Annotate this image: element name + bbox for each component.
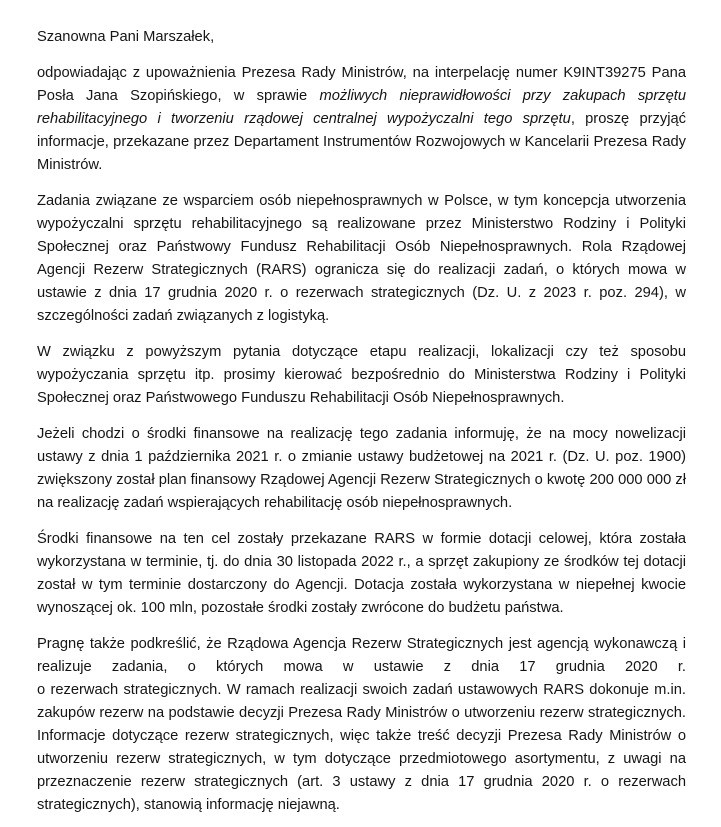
paragraph-classified-rest: o rezerwach strategicznych. W ramach realizacji swoich zadań ustawowych RARS dokonuje m.in. zakupów rezerw na podstawie decyzji Prezesa Rady Ministrów o utworzeniu rezerw strategicznych. Informacje dotyczące rezerw strategicznych, więc także treść decyzji Prezesa Rady Ministrów o utworzeniu rezerw strategicznych, w tym dotyczące przedmiotowego asortymentu, z uwagi na przeznaczenie rezerw strategicznych (art. 3 ustawy z dnia 17 grudnia 2020 r. o rezerwach strategicznych), stanowią informację niejawną. [37, 682, 686, 813]
paragraph-tasks: Zadania związane ze wsparciem osób niepełnosprawnych w Polsce, w tym koncepcja utworzenia wypożyczalni sprzętu rehabilitacyjnego są realizowane przez Ministerstwo Rodziny i Polityki Społecznej oraz Państwowy Fundusz Rehabilitacji Osób Niepełnosprawnych. Rola Rządowej Agencji Rezerw Strategicznych (RARS) ogranicza się do realizacji zadań, o których mowa w ustawie z dnia 17 grudnia 2020 r. o rezerwach strategicznych (Dz. U. z 2023 r. poz. 294), w szczególności zadań związanych z logistyką. [37, 193, 686, 324]
paragraph-inquiries: W związku z powyższym pytania dotyczące etapu realizacji, lokalizacji czy też sposobu wypożyczania sprzętu itp. prosimy kierować bezpośrednio do Ministerstwa Rodziny i Polityki Społecznej oraz Państwowego Funduszu Rehabilitacji Osób Niepełnosprawnych. [37, 344, 686, 406]
intro-emphasis-text: możliwych nieprawidłowości przy zakupach sprzętu rehabilitacyjnego i tworzeniu rządowej centralnej wypożyczalni tego sprzętu [37, 88, 687, 127]
paragraph-donation: Środki finansowe na ten cel zostały przekazane RARS w formie dotacji celowej, która została wykorzystana w terminie, tj. do dnia 30 listopada 2022 r., a sprzęt zakupiony ze środków tej dotacji został w tym terminie dostarczony do Agencji. Dotacja została wykorzystana w niepełnej kwocie wynoszącej ok. 100 mln, pozostałe środki zostały zwrócone do budżetu państwa. [37, 531, 686, 616]
paragraph-classified-lead: Pragnę także podkreślić, że Rządowa Agencja Rezerw Strategicznych jest agencją wykonawczą i realizuje zadania, o których mowa w ustawie z dnia 17 grudnia 2020 r. [37, 636, 686, 675]
intro-text-before-emphasis: odpowiadając z upoważnienia Prezesa Rady Ministrów, na interpelację numer K9INT39275 Pana Posła Jana Szopińskiego, w sprawie [37, 65, 686, 104]
intro-text-after-emphasis: , proszę przyjąć informacje, przekazane przez Departament Instrumentów Rozwojowych w Kancelarii Prezesa Rady Ministrów. [37, 111, 686, 173]
paragraph-funds: Jeżeli chodzi o środki finansowe na realizację tego zadania informuję, że na mocy nowelizacji ustawy z dnia 1 października 2021 r. o zmianie ustawy budżetowej na 2021 r. (Dz. U. poz. 1900) zwiększony został plan finansowy Rządowej Agencji Rezerw Strategicznych o kwotę 200 000 000 zł na realizację zadań wspierających rehabilitację osób niepełnosprawnych. [37, 426, 686, 511]
paragraph-intro [37, 62, 686, 177]
salutation: Szanowna Pani Marszałek, [37, 29, 215, 45]
